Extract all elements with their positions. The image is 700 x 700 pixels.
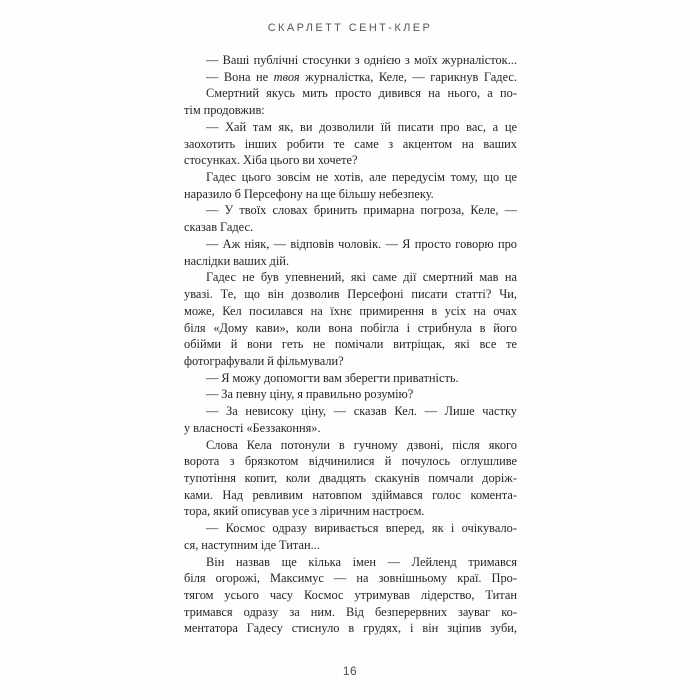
text-line: обійми й вони геть не помічали витріщак, які все те: [184, 337, 517, 352]
text-line: може, Кел посилався на їхнє примирення в усіх на очах: [184, 303, 517, 318]
text-line: тім продовжив:: [184, 103, 265, 118]
text-line: — Ваші публічні стосунки з однією з моїх журналісток...: [206, 53, 517, 67]
text-segment: журналістка, Келе, — гарикнув Гадес.: [299, 69, 517, 84]
text-line: — За певну ціну, я правильно розумію?: [206, 387, 414, 402]
text-line: — Аж ніяк, — відповів чоловік. — Я просто говорю про: [206, 236, 517, 251]
emphasized-word: твоя: [273, 69, 300, 84]
text-line: увазі. Те, що він дозволив Персефоні писати статті? Чи,: [184, 287, 517, 302]
text-line: ворота з брязкотом відчинилися й почулось оглушливе: [184, 454, 517, 469]
text-line: Слова Кела потонули в гучному дзвоні, після якого: [206, 437, 517, 452]
text-line: Він назвав ще кілька імен — Лейленд тримався: [206, 554, 517, 569]
text-line: стосунках. Хіба цього ви хочете?: [184, 153, 358, 168]
text-line: Смертний якусь мить просто дивився на нього, а по-: [206, 86, 517, 101]
text-line: біля огорожі, Максимус — на зовнішньому краї. Про-: [184, 571, 517, 586]
text-segment: — Вона не: [206, 69, 274, 84]
text-line: ся, наступним іде Титан...: [184, 537, 320, 552]
text-line: ками. Над ревливим натовпом здіймався голос комента-: [184, 487, 517, 502]
text-line: заохотить інших робити те саме з акцентом на ваших: [184, 136, 517, 151]
text-line: — Хай там як, ви дозволили їй писати про вас, а це: [206, 119, 517, 134]
text-line: ментатора Гадесу стиснуло в грудях, і він зціпив зуби,: [184, 621, 517, 636]
body-text: [184, 52, 517, 637]
text-line: Гадес цього зовсім не хотів, але передусім тому, що це: [206, 170, 517, 185]
text-line: наслідки ваших дій.: [184, 253, 290, 268]
page-number: 16: [342, 664, 358, 678]
text-line: — За невисоку ціну, — сказав Кел. — Лише частку: [206, 404, 517, 419]
text-line: тримався одразу за ним. Від безперервних зауваг ко-: [184, 604, 517, 619]
text-line: у власності «Беззаконня».: [184, 420, 321, 435]
text-line: Гадес не був упевнений, які саме дії смертний мав на: [206, 270, 517, 285]
text-line: — Космос одразу виривається вперед, як і очікувало-: [206, 521, 517, 536]
text-line: тора, який описував усе з ліричним настроєм.: [184, 504, 425, 519]
text-line: біля «Дому кави», коли вона побігла і стрибнула в його: [184, 320, 517, 335]
text-line: наразило б Персефону на ще більшу небезпеку.: [184, 186, 434, 201]
text-line: [184, 69, 517, 86]
text-line: тягом усього часу Космос утримував лідерство, Титан: [184, 588, 517, 602]
text-line: тупотіння копит, коли двадцять скакунів помчали доріж-: [184, 470, 517, 485]
running-header: СКАРЛЕТТ СЕНТ-КЛЕР: [267, 22, 433, 34]
text-line: — У твоїх словах бринить примарна погроза, Келе, —: [206, 203, 517, 218]
text-line: фотографували й фільмували?: [184, 353, 344, 368]
text-line: сказав Гадес.: [184, 220, 254, 235]
text-line: — Я можу допомогти вам зберегти приватність.: [206, 370, 459, 385]
